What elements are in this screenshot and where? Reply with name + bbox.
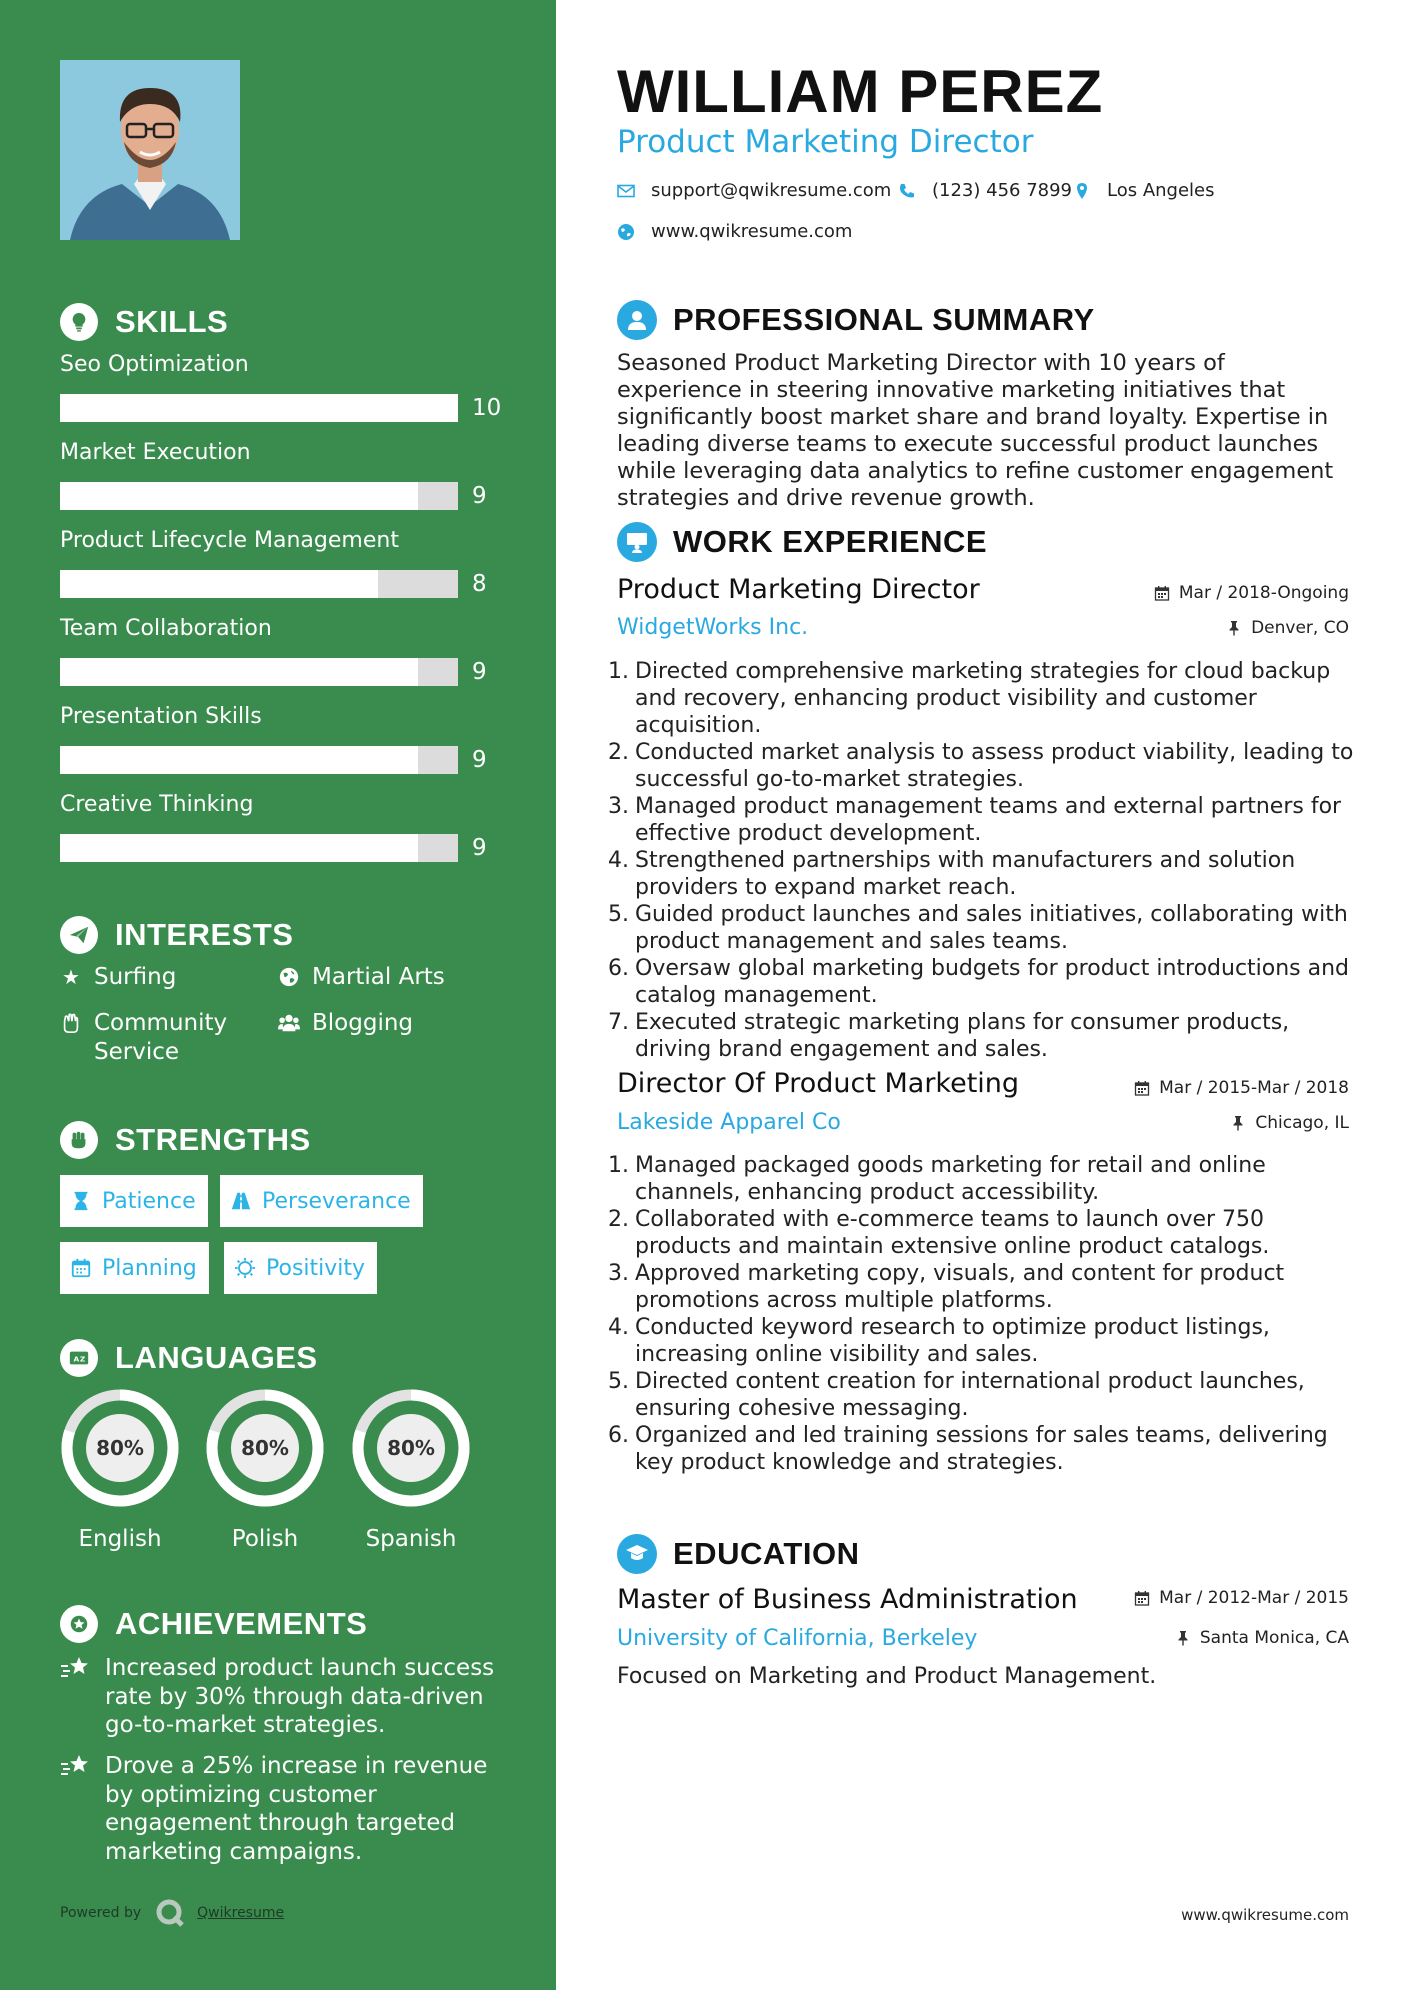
duty-item: Executed strategic marketing plans for consumer products, driving brand engagement and sales. [635,1010,1290,1062]
language-percent: 80% [96,1436,144,1460]
powered-by: Powered by Qwikresume [60,1898,284,1928]
skill-bar-fill [60,746,418,774]
job-duties-list [635,1152,1355,1476]
job-title: Director Of Product Marketing [617,1068,1020,1099]
job-company: Lakeside Apparel Co [617,1110,841,1135]
education-degree: Master of Business Administration [617,1584,1078,1615]
contact-website[interactable]: www.qwikresume.com [617,221,852,242]
skill-row [60,614,500,685]
skill-value: 9 [472,747,487,773]
skill-bar [60,394,458,422]
language-item [58,1386,182,1552]
skill-value: 9 [472,835,487,861]
contact-location: Los Angeles [1073,180,1215,201]
svg-text:Z: Z [79,1354,86,1364]
skill-value: 10 [472,395,502,421]
map-pin-icon [1073,182,1091,200]
profile-photo [60,60,240,240]
job-location: Denver, CO [1226,618,1349,638]
language-item [349,1386,473,1552]
education-description: Focused on Marketing and Product Management. [617,1664,1157,1689]
skill-row [60,790,500,861]
strength-badge-positivity: Positivity [224,1242,377,1294]
skill-name: Creative Thinking [60,792,254,817]
qwikresume-logo-icon [155,1898,185,1928]
job-dates: Mar / 2015-Mar / 2018 [1134,1078,1349,1098]
language-ring [349,1386,473,1510]
pin-icon [1175,1630,1191,1646]
language-name: Polish [231,1526,299,1552]
envelope-icon [617,182,635,200]
hourglass-icon [70,1190,92,1212]
skill-row [60,438,500,509]
hand-icon [60,1009,82,1042]
globe-icon [617,223,635,241]
education-heading: EDUCATION [617,1534,859,1574]
job-location: Chicago, IL [1230,1113,1349,1133]
sidebar [0,0,556,1990]
road-icon [230,1190,252,1212]
summary-heading: PROFESSIONAL SUMMARY [617,300,1095,340]
qwikresume-link[interactable]: Qwikresume [197,1905,285,1921]
lightbulb-icon [60,303,98,341]
skill-row [60,702,500,773]
language-ring [203,1386,327,1510]
sun-icon [234,1257,256,1279]
experience-heading: WORK EXPERIENCE [617,522,987,562]
skill-bar [60,570,458,598]
candidate-role: Product Marketing Director [617,124,1034,160]
language-name: Spanish [365,1526,457,1552]
skill-row [60,526,500,597]
language-ring [58,1386,182,1510]
skill-bar-fill [60,570,378,598]
skill-name: Seo Optimization [60,352,249,377]
skill-name: Presentation Skills [60,704,262,729]
achievements-heading: ACHIEVEMENTS [60,1604,367,1644]
user-icon [617,300,657,340]
strength-badge-planning: Planning [60,1242,209,1294]
candidate-name: WILLIAM PEREZ [617,58,1104,125]
duty-item: Directed content creation for international product launches, ensuring cohesive messaging. [635,1369,1305,1421]
skill-value: 9 [472,659,487,685]
language-icon [60,1339,98,1377]
strengths-heading: STRENGTHS [60,1120,311,1160]
language-name: English [78,1526,162,1552]
presenter-icon [617,522,657,562]
shooting-star-icon [60,1752,92,1780]
skill-name: Product Lifecycle Management [60,528,399,553]
language-percent: 80% [241,1436,289,1460]
duty-item: Strengthened partnerships with manufacturers and solution providers to expand market reach. [635,848,1296,900]
language-item [203,1386,327,1552]
skill-name: Market Execution [60,440,251,465]
summary-text: Seasoned Product Marketing Director with 10 years of experience in steering innovative marketing initiatives that significantly boost market share and brand loyalty. Expertise in leading diverse teams to execute successful product launches while leveraging data analytics to refine customer engagement strategies and drive revenue growth. [617,350,1334,511]
duty-item: Collaborated with e-commerce teams to launch over 750 products and maintain extensive online product catalogs. [635,1207,1270,1259]
skill-bar [60,482,458,510]
calendar-icon [70,1257,92,1279]
svg-text:A: A [73,1354,80,1364]
skill-bar-fill [60,482,418,510]
graduate-icon [617,1534,657,1574]
shooting-star-icon [60,1654,92,1682]
star-icon: ★ [62,965,80,989]
skill-bar [60,834,458,862]
skill-bar-fill [60,394,458,422]
job-title: Product Marketing Director [617,574,980,605]
duty-item: Conducted keyword research to optimize product listings, increasing online visibility and sales. [635,1315,1270,1367]
languages-heading: A Z LANGUAGES [60,1338,318,1378]
fist-icon [60,1121,98,1159]
achievement-item: Drove a 25% increase in revenue by optimizing customer engagement through targeted marketing campaigns. [60,1752,500,1866]
paper-plane-icon [60,916,98,954]
phone-icon [898,182,916,200]
skill-row [60,350,502,421]
duty-item: Directed comprehensive marketing strategies for cloud backup and recovery, enhancing product visibility and customer acquisition. [635,659,1331,738]
duty-item: Managed packaged goods marketing for retail and online channels, enhancing product accessibility. [635,1153,1266,1205]
skill-bar [60,658,458,686]
job-duties-list [635,658,1355,1063]
skill-bar-fill [60,834,418,862]
language-percent: 80% [387,1436,435,1460]
users-icon [278,1009,300,1042]
skills-heading: SKILLS [60,302,228,342]
skill-bar [60,746,458,774]
education-school: University of California, Berkeley [617,1626,978,1651]
skill-value: 9 [472,483,487,509]
duty-item: Guided product launches and sales initiatives, collaborating with product management and sales teams. [635,902,1348,954]
footer-website[interactable]: www.qwikresume.com [1181,1906,1349,1924]
education-dates: Mar / 2012-Mar / 2015 [1134,1588,1349,1608]
education-location: Santa Monica, CA [1175,1628,1349,1648]
star-badge-icon [60,1605,98,1643]
skill-value: 8 [472,571,487,597]
calendar-icon [1134,1080,1150,1096]
pin-icon [1226,620,1242,636]
contact-email[interactable]: support@qwikresume.com [617,180,891,201]
achievement-item: Increased product launch success rate by 30% through data-driven go-to-market strategies. [60,1654,500,1740]
globe-icon [278,963,300,996]
job-dates: Mar / 2018-Ongoing [1154,583,1349,603]
job-company: WidgetWorks Inc. [617,615,809,640]
interest-item: Martial Arts [278,963,445,996]
duty-item: Conducted market analysis to assess product viability, leading to successful go-to-market strategies. [635,740,1354,792]
skill-name: Team Collaboration [60,616,272,641]
contact-phone[interactable]: (123) 456 7899 [898,180,1072,201]
duty-item: Managed product management teams and external partners for effective product development. [635,794,1342,846]
interest-item: Community Service [60,1009,250,1067]
strength-badge-patience: Patience [60,1175,208,1227]
interest-item: Blogging [278,1009,413,1042]
duty-item: Organized and led training sessions for sales teams, delivering key product knowledge and strategies. [635,1423,1328,1475]
strength-badge-perseverance: Perseverance [220,1175,423,1227]
pin-icon [1230,1115,1246,1131]
interest-item: ★ Surfing [60,963,176,992]
calendar-icon [1154,585,1170,601]
duty-item: Oversaw global marketing budgets for product introductions and catalog management. [635,956,1350,1008]
skill-bar-fill [60,658,418,686]
duty-item: Approved marketing copy, visuals, and content for product promotions across multiple platforms. [635,1261,1285,1313]
calendar-icon [1134,1590,1150,1606]
interests-heading: INTERESTS [60,915,293,955]
